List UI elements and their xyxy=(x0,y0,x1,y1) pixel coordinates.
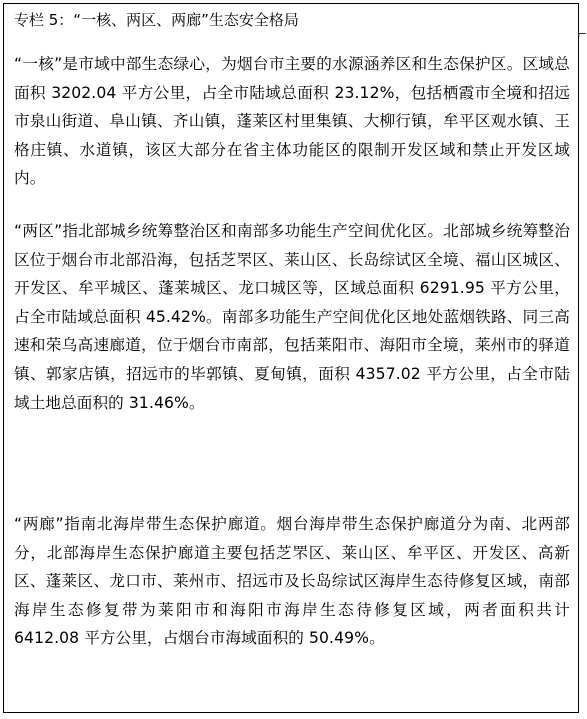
paragraph-two-zones: “两区”指北部城乡统筹整治区和南部多功能生产空间优化区。北部城乡统筹整治区位于烟台市北部沿海，包括芝罘区、莱山区、长岛综试区全境、福山区城区、开发区、牟平城区、蓬莱城区、龙口城区等，区域总面积 6291.95 平方公里，占全市陆域总面积 45.42%。南部多功能生产空间优化区地处蓝烟铁路、同三高速和荣乌高速廊道，位于烟台市南部，包括莱阳市、海阳市全境，莱州市的驿道镇、郭家店镇，招远市的毕郭镇、夏甸镇，面积 4357.02 平方公里，占全市陆域土地总面积的 31.46%。 xyxy=(14,222,570,412)
box-title: 专栏 5：“一核、两区、两廊”生态安全格局 xyxy=(14,11,299,29)
paragraph-one-core: “一核”是市域中部生态绿心，为烟台市主要的水源涵养区和生态保护区。区域总面积 3202.04 平方公里，占全市陆域总面积 23.12%，包括栖霞市全境和招远市泉山街道、阜山镇、齐山镇，蓬莱区村里集镇、大柳行镇，牟平区观水镇、王格庄镇、水道镇，该区大部分在省主体功能区的限制开发区域和禁止开发区域内。 xyxy=(14,55,570,188)
corner-mark: ⌐ xyxy=(577,27,587,41)
paragraph-two-corridors: “两廊”指南北海岸带生态保护廊道。烟台海岸带生态保护廊道分为南、北两部分，北部海岸生态保护廊道主要包括芝罘区、莱山区、牟平区、开发区、高新区、蓬莱区、龙口市、莱州市、招远市及长岛综试区海岸生态待修复区域，南部海岸生态修复带为莱阳市和海阳市海岸生态待修复区域，两者面积共计 6412.08 平方公里，占烟台市海域面积的 50.49%。 xyxy=(14,515,570,648)
page-edge xyxy=(581,0,585,719)
